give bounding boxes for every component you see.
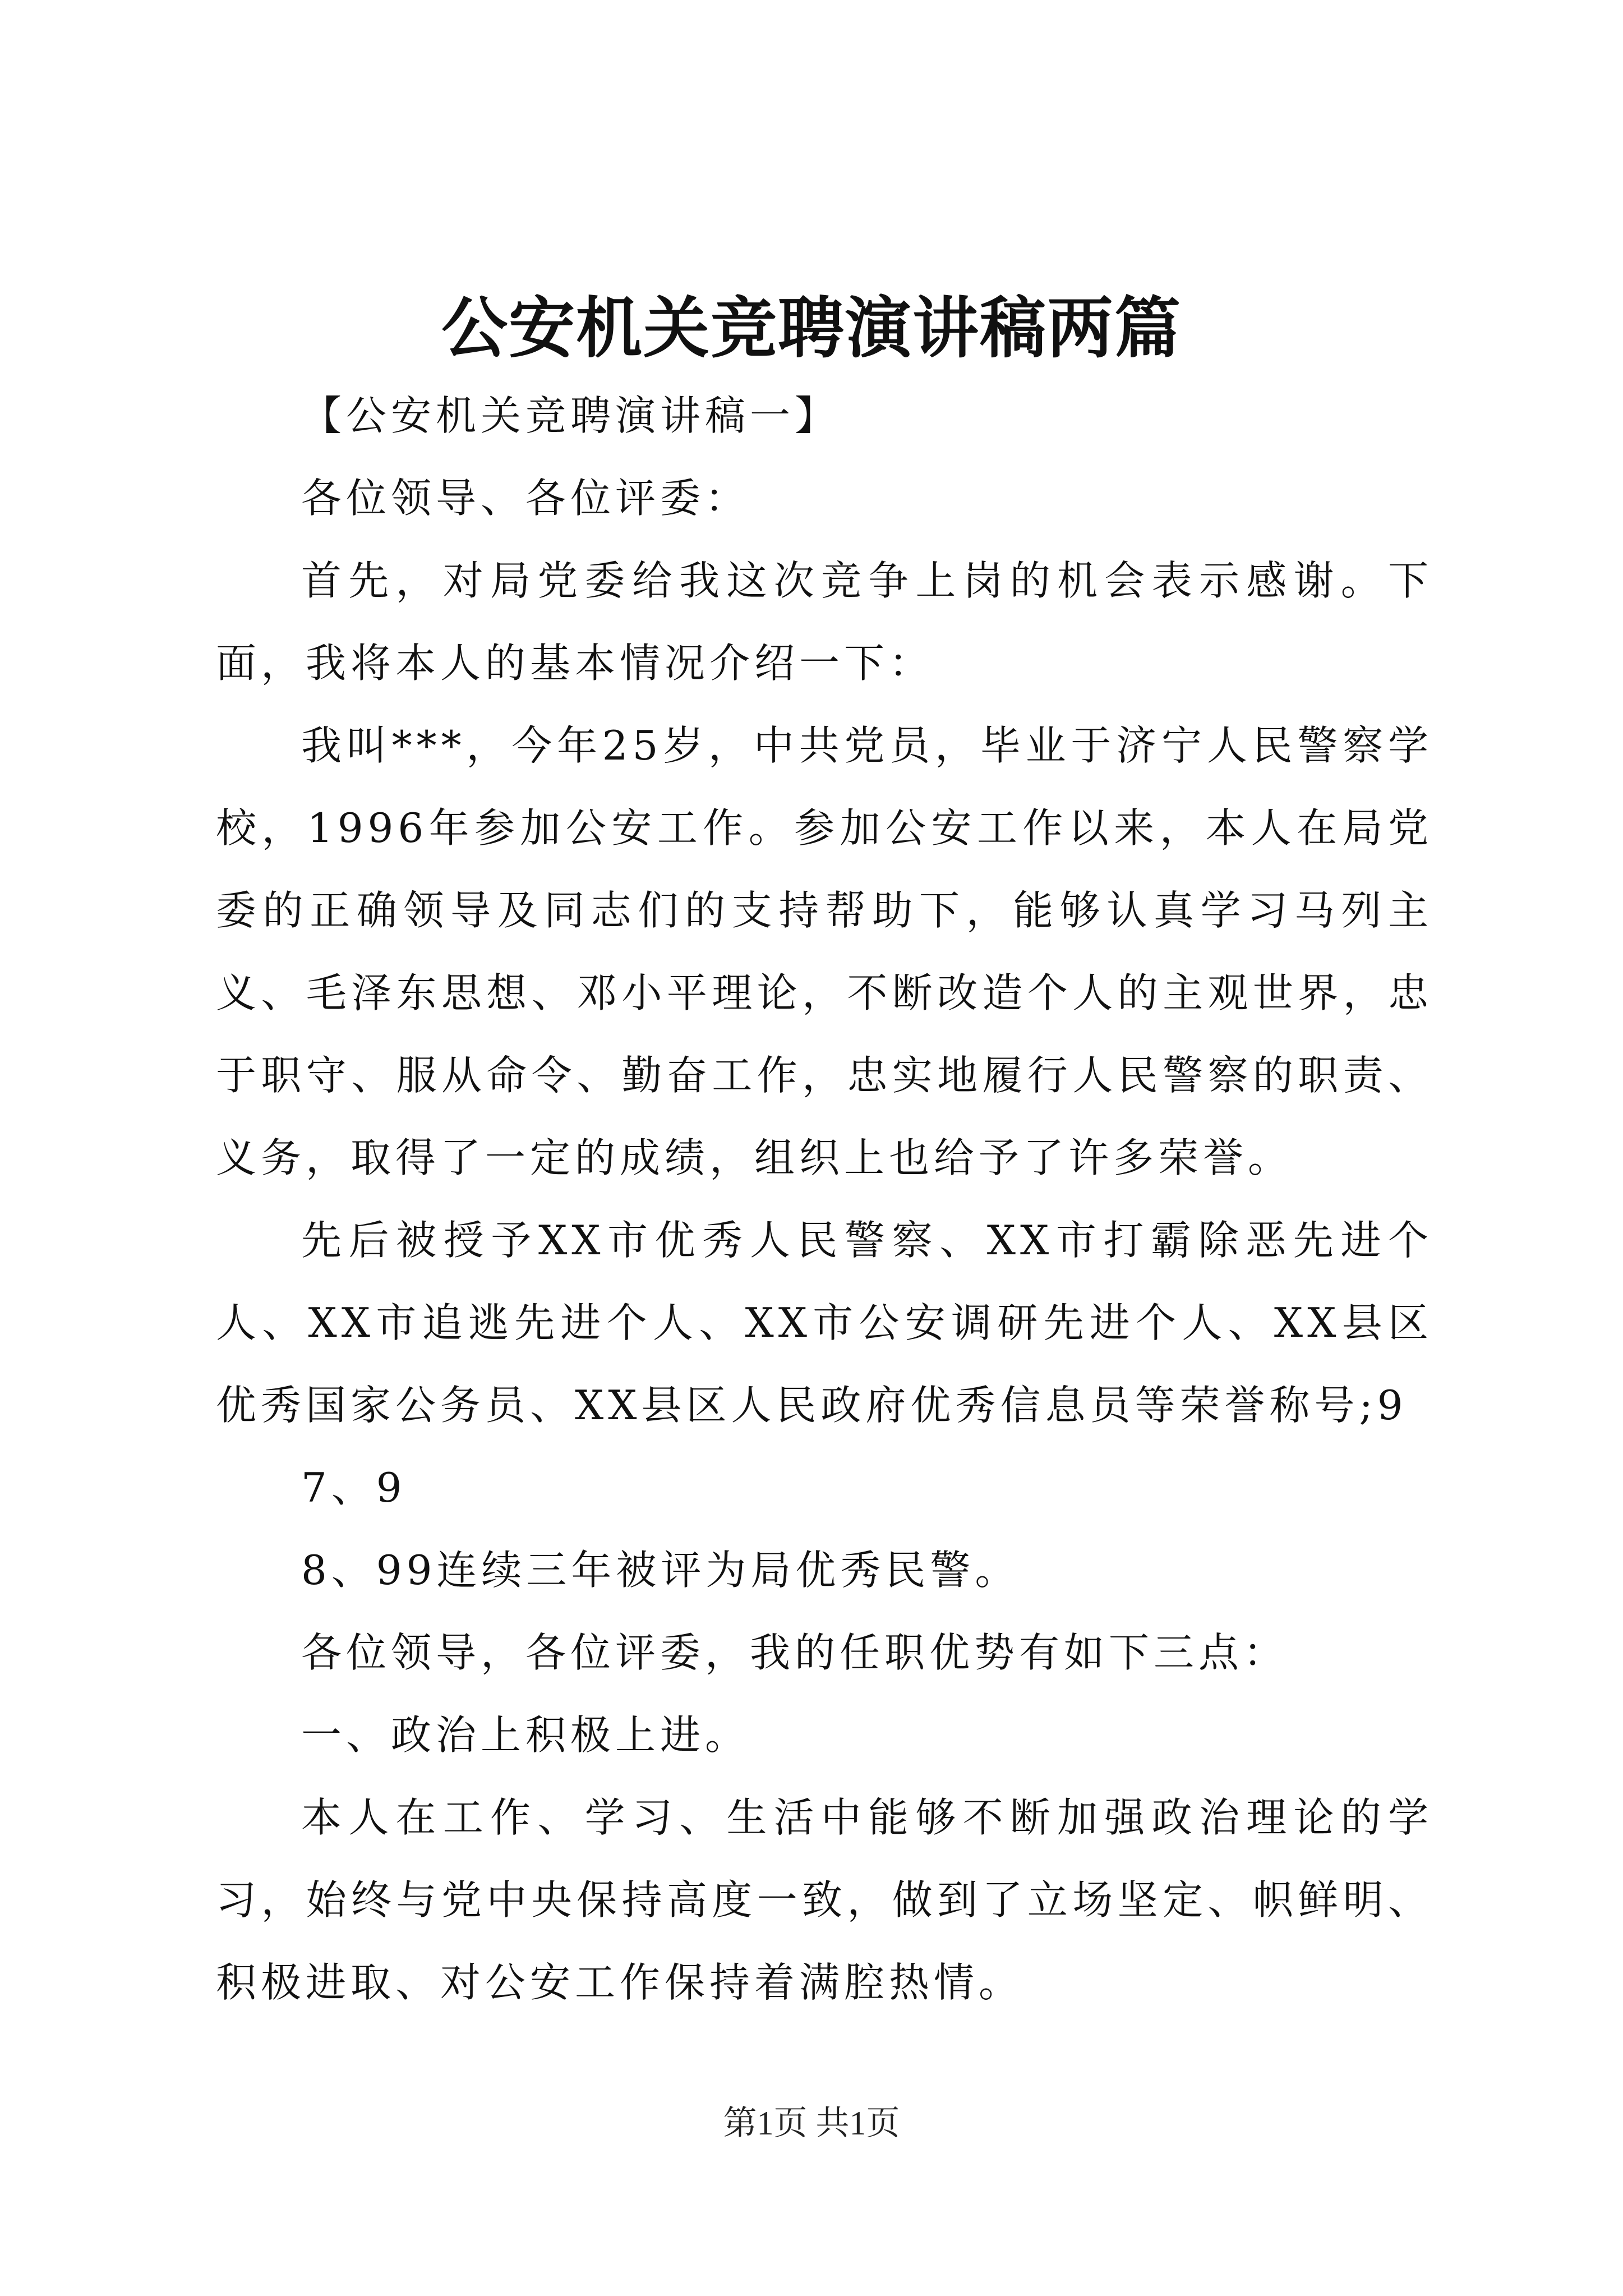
body-paragraph: 本人在工作、学习、生活中能够不断加强政治理论的学习，始终与党中央保持高度一致，做到了立场坚定、帜鲜明、积极进取、对公安工作保持着满腔热情。: [216, 1794, 1433, 2006]
section-heading: 【公安机关竞聘演讲稿一】: [301, 392, 840, 439]
subsection-heading: 一、政治上积极上进。: [301, 1711, 750, 1759]
page-footer: 第1页 共1页: [723, 2105, 900, 2142]
salutation-paragraph: 各位领导、各位评委：: [301, 475, 750, 522]
body-paragraph: 各位领导，各位评委，我的任职优势有如下三点：: [301, 1629, 1289, 1676]
body-paragraph: 7、9: [301, 1464, 407, 1511]
body-paragraph: 我叫***，今年25岁，中共党员，毕业于济宁人民警察学校，1996年参加公安工作。参加公安工作以来，本人在局党委的正确领导及同志们的支持帮助下，能够认真学习马列主义、毛泽东思想、邓小平理论，不断改造个人的主观世界，忠于职守、服从命令、勤奋工作，忠实地履行人民警察的职责、义务，取得了一定的成绩，组织上也给予了许多荣誉。: [216, 722, 1433, 1181]
document-body: [216, 375, 1433, 2024]
body-paragraph: 8、99连续三年被评为局优秀民警。: [301, 1547, 1020, 1594]
body-paragraph: 首先，对局党委给我这次竞争上岗的机会表示感谢。下面，我将本人的基本情况介绍一下：: [216, 557, 1433, 687]
body-paragraph: 先后被授予XX市优秀人民警察、XX市打霸除恶先进个人、XX市追逃先进个人、XX市公安调研先进个人、XX县区优秀国家公务员、XX县区人民政府优秀信息员等荣誉称号;9: [216, 1217, 1433, 1429]
document-title: 公安机关竞聘演讲稿两篇: [441, 289, 1182, 367]
